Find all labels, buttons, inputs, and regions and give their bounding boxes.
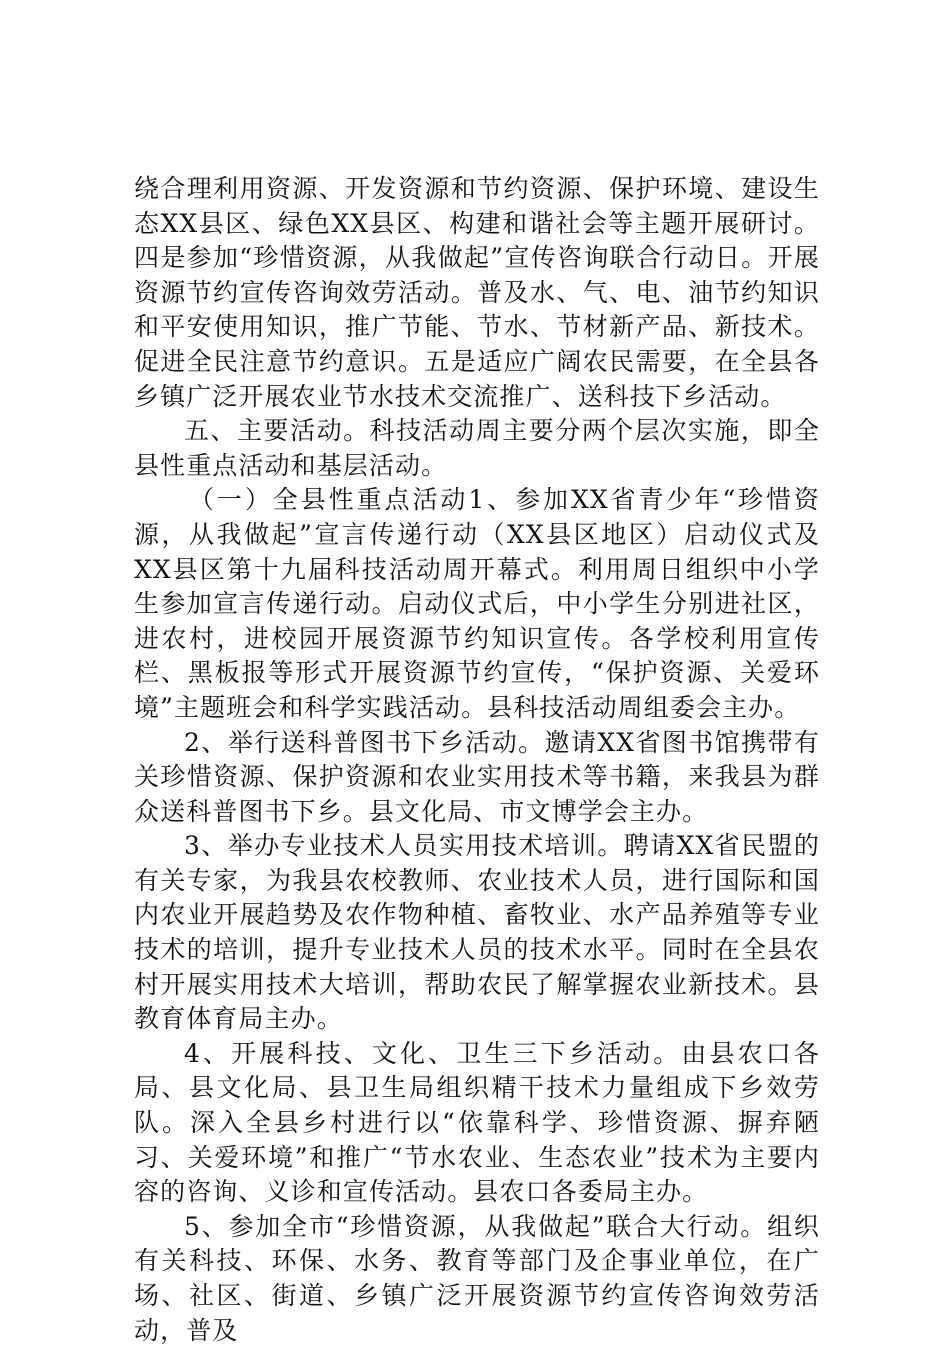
paragraph-activity-2: 2、举行送科普图书下乡活动。邀请XX省图书馆携带有关珍惜资源、保护资源和农业实用技术等书籍，来我县为群众送科普图书下乡。县文化局、市文博学会主办。: [134, 727, 820, 826]
paragraph-activity-5: 5、参加全市“珍惜资源，从我做起”联合大行动。组织有关科技、环保、水务、教育等部门及企事业单位，在广场、社区、街道、乡镇广泛开展资源节约宣传咨询效劳活动，普及: [134, 1211, 820, 1345]
paragraph-activity-4: 4、开展科技、文化、卫生三下乡活动。由县农口各局、县文化局、县卫生局组织精干技术力量组成下乡效劳队。深入全县乡村进行以“依靠科学、珍惜资源、摒弃陋习、关爱环境”和推广“节水农业、生态农业”技术为主要内容的咨询、义诊和宣传活动。县农口各委局主办。: [134, 1038, 820, 1207]
paragraph-main-activities: 五、主要活动。科技活动周主要分两个层次实施，即全县性重点活动和基层活动。: [134, 416, 820, 480]
paragraph-continuation: 绕合理利用资源、开发资源和节约资源、保护环境、建设生态XX县区、绿色XX县区、构建和谐社会等主题开展研讨。四是参加“珍惜资源，从我做起”宣传咨询联合行动日。开展资源节约宣传咨询效劳活动。普及水、气、电、油节约知识和平安使用知识，推广节能、节水、节材新产品、新技术。促进全民注意节约意识。五是适应广阔农民需要，在全县各乡镇广泛开展农业节水技术交流推广、送科技下乡活动。: [134, 174, 820, 411]
paragraph-county-key-activities: （一）全县性重点活动1、参加XX省青少年“珍惜资源，从我做起”宣言传递行动（XX县区地区）启动仪式及XX县区第十九届科技活动周开幕式。利用周日组织中小学生参加宣言传递行动。启动仪式后，中小学生分别进社区，进农村，进校园开展资源节约知识宣传。各学校利用宣传栏、黑板报等形式开展资源节约宣传，“保护资源、关爱环境”主题班会和科学实践活动。县科技活动周组委会主办。: [134, 485, 820, 722]
document-body: [134, 172, 820, 1348]
paragraph-activity-3: 3、举办专业技术人员实用技术培训。聘请XX省民盟的有关专家，为我县农校教师、农业技术人员，进行国际和国内农业开展趋势及农作物种植、畜牧业、水产品养殖等专业技术的培训，提升专业技术人员的技术水平。同时在全县农村开展实用技术大培训，帮助农民了解掌握农业新技术。县教育体育局主办。: [134, 831, 820, 1034]
